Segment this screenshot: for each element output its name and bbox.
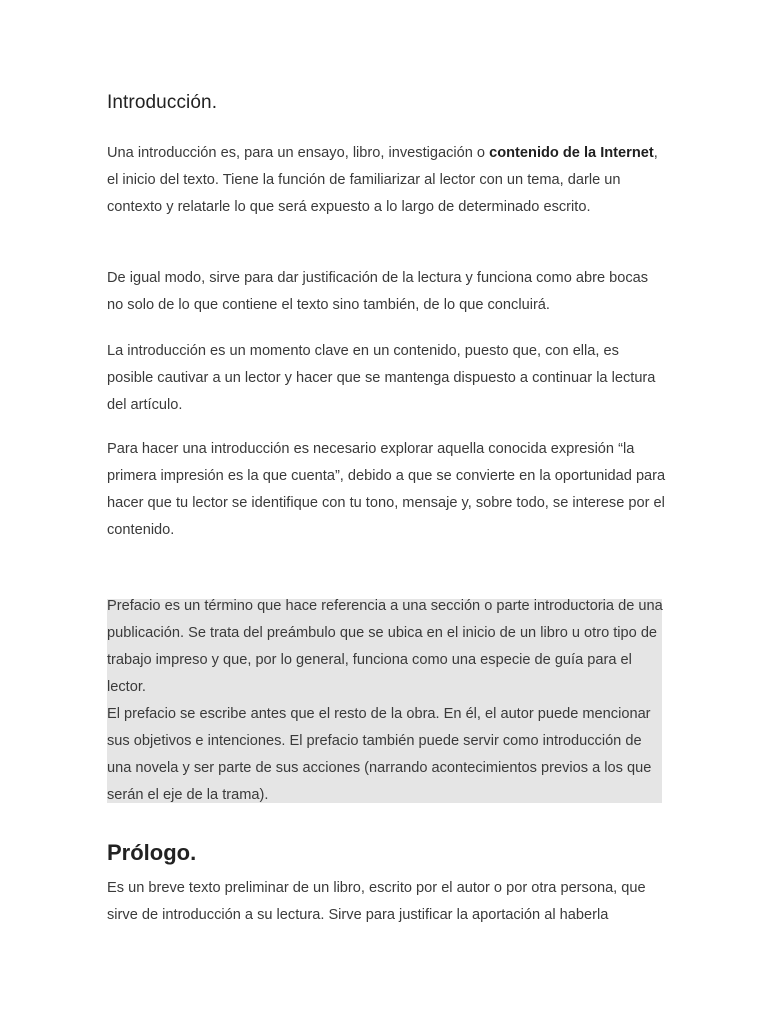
heading-prologo: Prólogo. — [107, 840, 197, 865]
prefacio-shaded-block — [107, 599, 662, 803]
paragraph-intro-1-end: , el inicio del texto. Tiene la función de familiarizar al lector con un tema, darle un contexto y relatarle lo que será expuesto a lo largo de determinado escrito. — [107, 145, 658, 215]
paragraph-intro-2: De igual modo, sirve para dar justificación de la lectura y funciona como abre bocas no solo de lo que contiene el texto sino también, de lo que concluirá. — [107, 270, 649, 313]
paragraph-prologo-1: Es un breve texto preliminar de un libro, escrito por el autor o por otra persona, que sirve de introducción a su lectura. Sirve para justificar la aportación al haberla — [107, 880, 646, 923]
paragraph-intro-1-bold: contenido de la Internet — [489, 145, 654, 161]
paragraph-intro-3: La introducción es un momento clave en un contenido, puesto que, con ella, es posible cautivar a un lector y hacer que se mantenga dispuesto a continuar la lectura del artículo. — [107, 343, 656, 413]
paragraph-prefacio-2: El prefacio se escribe antes que el resto de la obra. En él, el autor puede mencionar sus objetivos e intenciones. El prefacio también puede servir como introducción de una novela y ser parte de sus acciones (narrando acontecimientos previos a los que serán el eje de la trama). — [107, 706, 652, 803]
heading-introduccion: Introducción. — [107, 92, 218, 113]
paragraph-intro-1-start: Una introducción es, para un ensayo, libro, investigación o — [107, 145, 490, 161]
paragraph-intro-4: Para hacer una introducción es necesario explorar aquella conocida expresión “la primera impresión es la que cuenta”, debido a que se convierte en la oportunidad para hacer que tu lector se identifique con tu tono, mensaje y, sobre todo, se interese por el contenido. — [107, 441, 666, 538]
paragraph-intro-1 — [107, 140, 667, 221]
paragraph-prefacio-1: Prefacio es un término que hace referencia a una sección o parte introductoria de una publicación. Se trata del preámbulo que se ubica en el inicio de un libro u otro tipo de trabajo impreso y que, por lo general, funciona como una especie de guía para el lector. — [107, 598, 663, 695]
